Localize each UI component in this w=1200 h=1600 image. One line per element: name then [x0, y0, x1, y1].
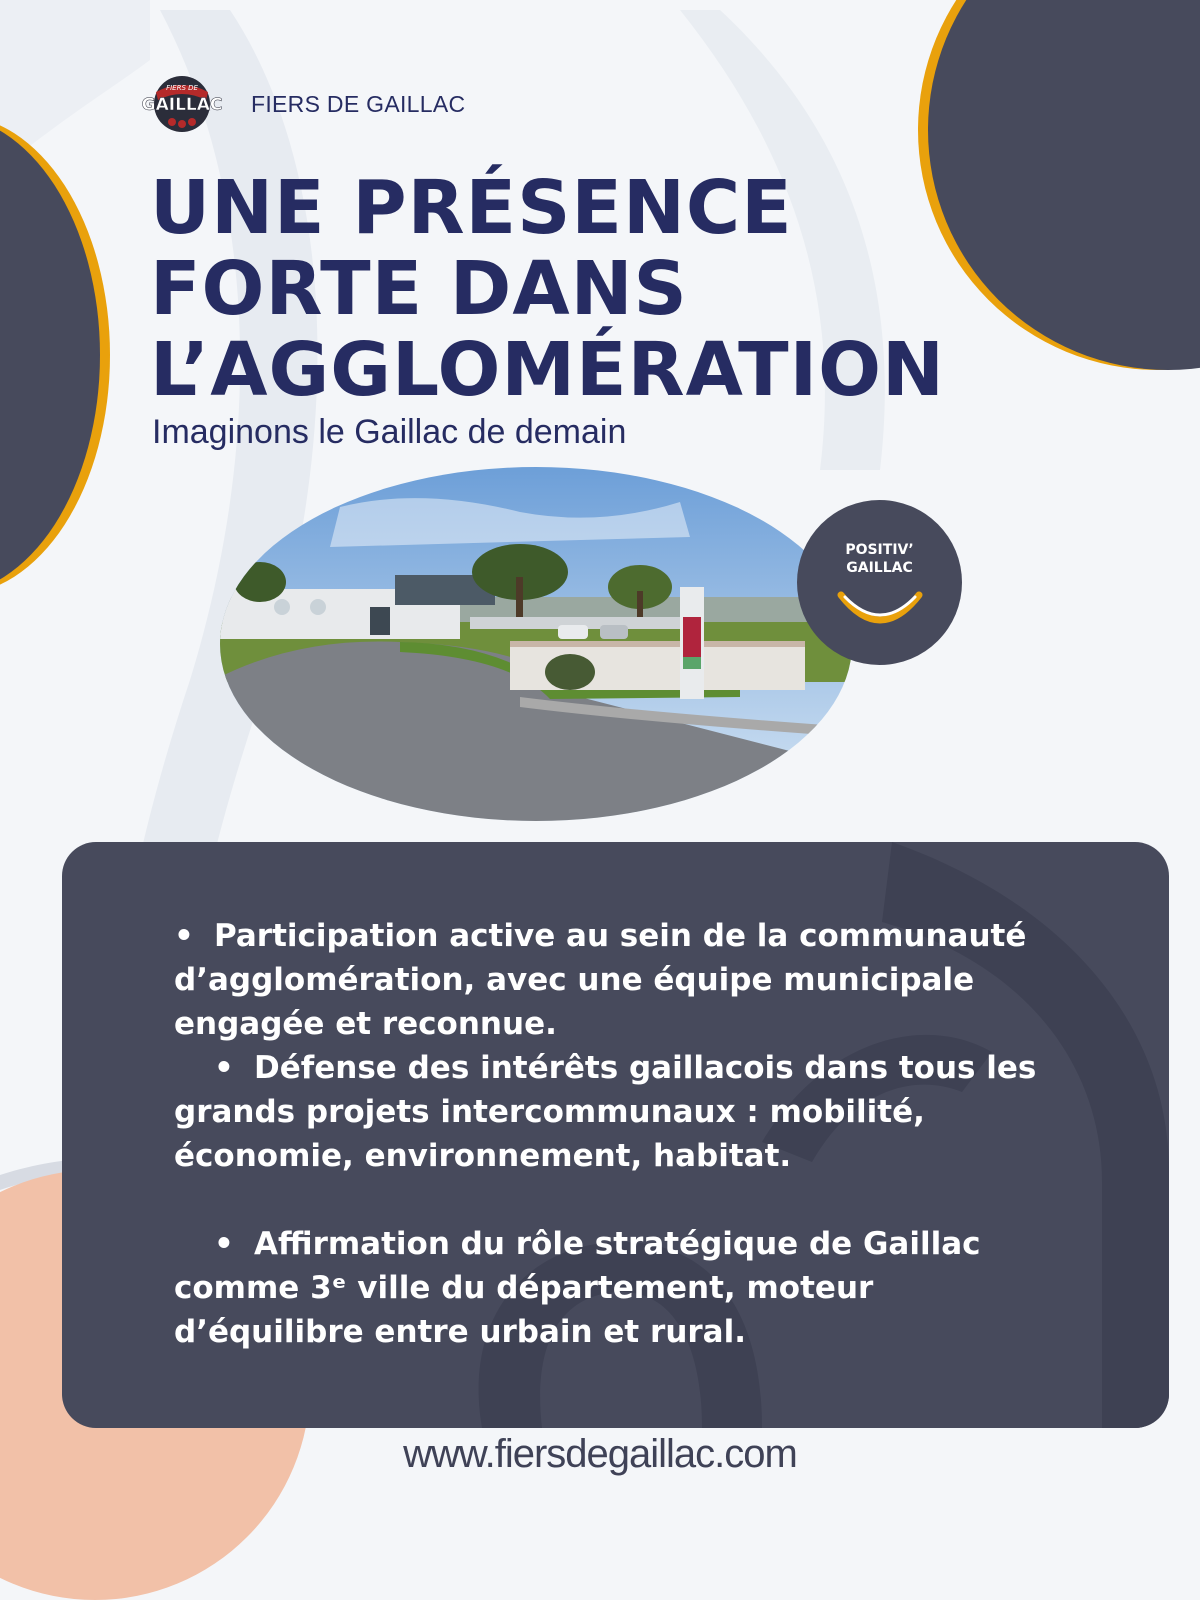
title-line-1: UNE PRÉSENCE [150, 165, 793, 251]
subtitle: Imaginons le Gaillac de demain [152, 413, 627, 451]
badge-line-2: GAILLAC [846, 560, 913, 576]
content-card [62, 842, 1169, 1428]
page-title [150, 165, 945, 413]
title-line-2: FORTE DANS [150, 246, 688, 332]
list-item-text: Défense des intérêts gaillacois dans tous les grands projets intercommunaux : mobilité, économie, environnement, habitat. [174, 1050, 1037, 1174]
bullet-list [174, 914, 1044, 1354]
svg-text:FIERS DE: FIERS DE [166, 84, 198, 92]
website-url[interactable]: www.fiersdegaillac.com [403, 1432, 797, 1476]
list-item-text: Affirmation du rôle stratégique de Gaillac comme 3ᵉ ville du département, moteur d’équilibre entre urbain et rural. [174, 1226, 981, 1350]
building-photo [220, 467, 852, 821]
list-item-text: Participation active au sein de la communauté d’agglomération, avec une équipe municipale engagée et reconnue. [174, 918, 1027, 1042]
positiv-gaillac-badge [797, 500, 962, 665]
brand-name: FIERS DE GAILLAC [251, 91, 466, 117]
smile-icon [835, 585, 925, 631]
logo [142, 70, 222, 134]
list-item [174, 914, 1044, 1046]
badge-line-1: POSITIV’ [845, 542, 914, 558]
bullet-point: • [214, 1050, 234, 1086]
badge-label [797, 541, 962, 577]
title-line-3: L’AGGLOMÉRATION [150, 327, 945, 413]
list-item [174, 1046, 1044, 1178]
bullet-point: • [174, 918, 194, 954]
list-item [174, 1222, 1044, 1354]
svg-text:GAILLAC: GAILLAC [142, 95, 222, 115]
bullet-point: • [214, 1226, 234, 1262]
